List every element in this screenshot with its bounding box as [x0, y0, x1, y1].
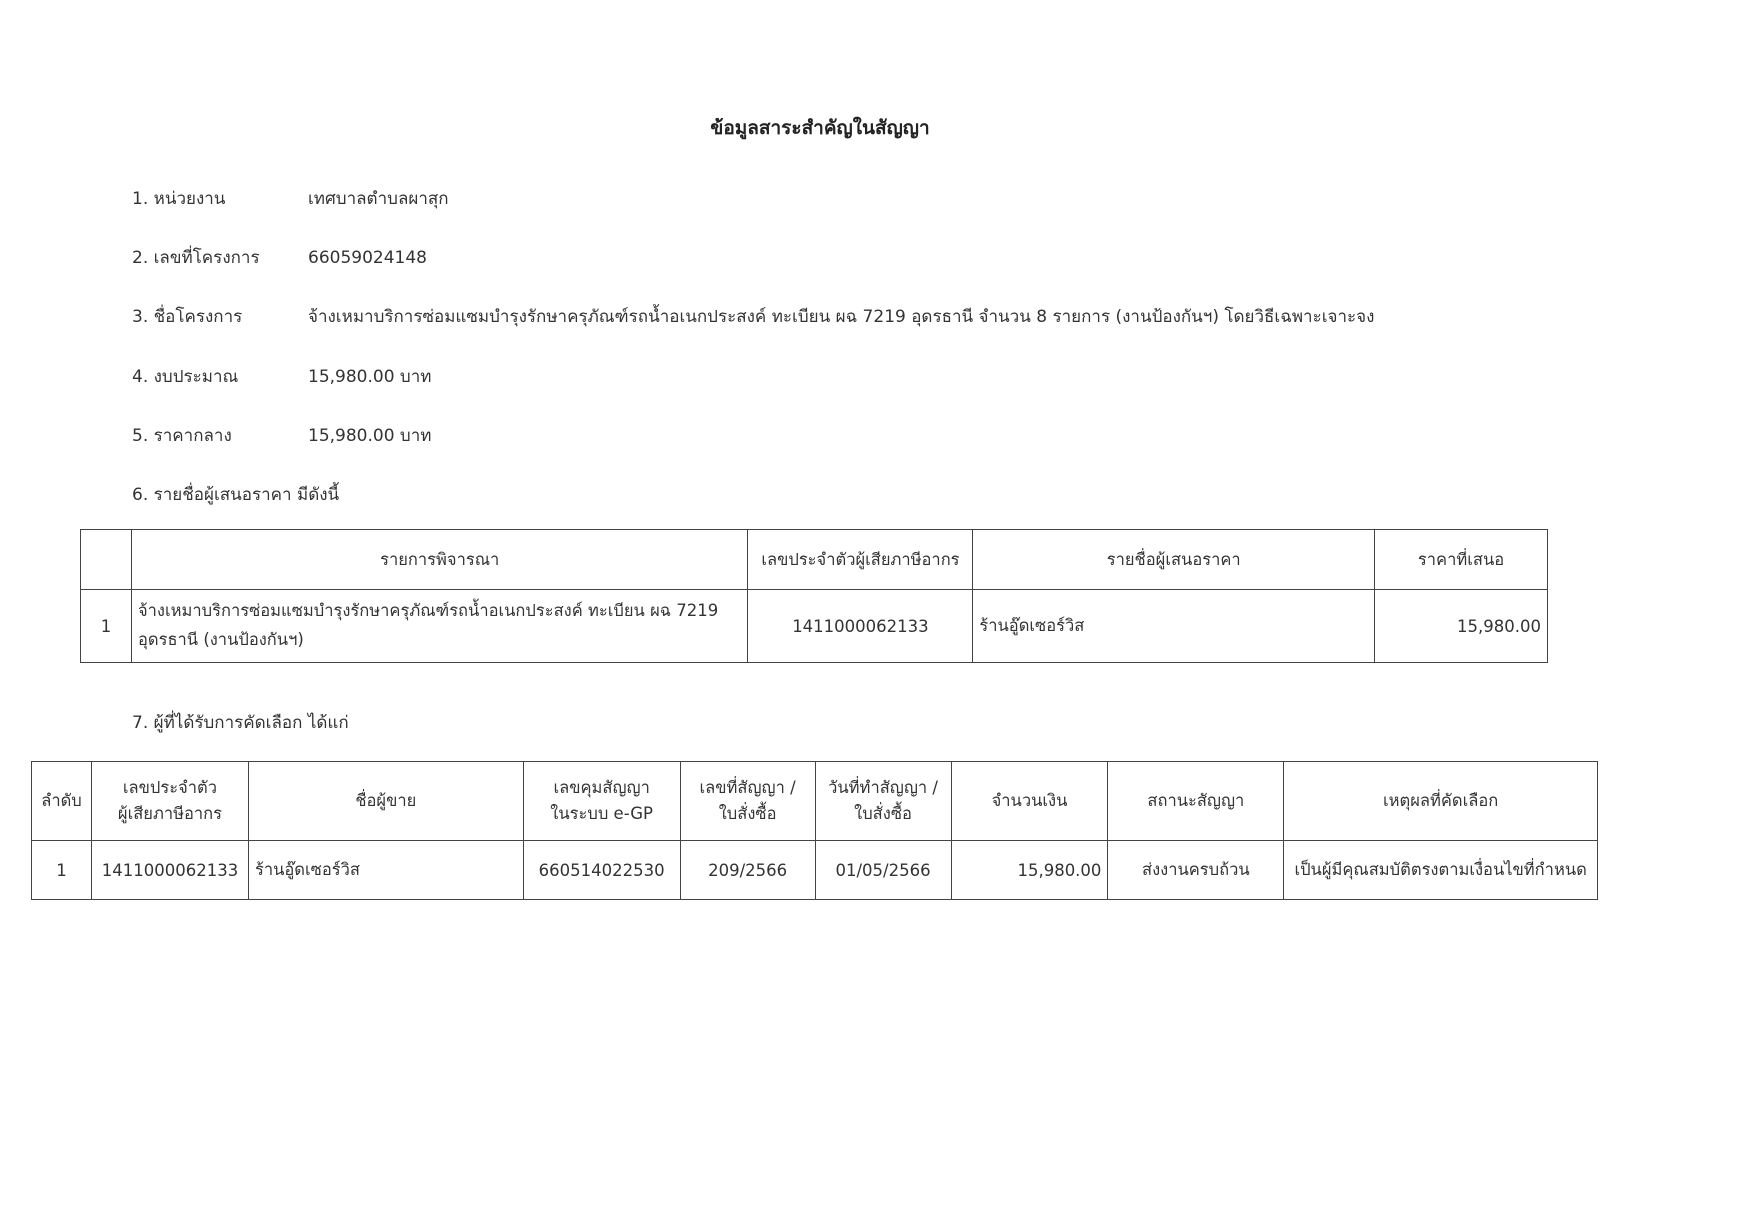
selected-vendor-table [31, 761, 1598, 900]
info-value: เทศบาลตำบลผาสุก [308, 189, 449, 209]
contract-status: ส่งงานครบถ้วน [1108, 841, 1284, 900]
header-line: ใบสั่งซื้อ [854, 804, 912, 823]
header-line: เลขประจำตัว [122, 777, 218, 797]
section-selected-heading: 7. ผู้ที่ได้รับการคัดเลือก ได้แก่ [132, 713, 349, 733]
item-line: อุดรธานี (งานป้องกันฯ) [137, 630, 304, 649]
header-line: ลำดับ [41, 790, 82, 810]
header-line: เลขคุมสัญญา [553, 777, 650, 797]
tax-id: 1411000062133 [748, 590, 973, 663]
table-row [32, 841, 1598, 900]
table-row [81, 590, 1548, 663]
header-line: จำนวนเงิน [991, 790, 1068, 810]
info-label: 4. งบประมาณ [132, 367, 239, 387]
header-cell: ราคาที่เสนอ [1375, 530, 1548, 590]
contract-number: 209/2566 [680, 841, 815, 900]
offered-price: 15,980.00 [1375, 590, 1548, 663]
header-cell [523, 762, 680, 841]
header-cell: รายการพิจารณา [131, 530, 748, 590]
header-cell: รายชื่อผู้เสนอราคา [973, 530, 1375, 590]
info-budget [132, 363, 431, 390]
header-line: ชื่อผู้ขาย [355, 790, 417, 810]
header-line: ใบสั่งซื้อ [718, 804, 777, 823]
info-project-number [132, 244, 427, 271]
document-title: ข้อมูลสาระสำคัญในสัญญา [710, 117, 930, 139]
tax-id: 1411000062133 [91, 841, 248, 900]
header-line: สถานะสัญญา [1147, 790, 1245, 810]
seller-name: ร้านอู๊ดเซอร์วิส [248, 841, 523, 900]
header-cell [248, 762, 523, 841]
header-cell [91, 762, 248, 841]
contract-date: 01/05/2566 [815, 841, 951, 900]
header-line: วันที่ทำสัญญา / [828, 777, 938, 797]
selection-reason: เป็นผู้มีคุณสมบัติตรงตามเงื่อนไขที่กำหนด [1284, 841, 1598, 900]
header-cell: เลขประจำตัวผู้เสียภาษีอากร [748, 530, 973, 590]
bidders-table [80, 529, 1548, 663]
table-header-row [32, 762, 1598, 841]
info-agency [132, 185, 449, 212]
info-value: 15,980.00 บาท [308, 367, 432, 387]
info-label: 2. เลขที่โครงการ [132, 248, 260, 268]
header-line: ในระบบ e-GP [550, 804, 653, 823]
header-cell [680, 762, 815, 841]
row-number: 1 [81, 590, 132, 663]
section-bidders-heading: 6. รายชื่อผู้เสนอราคา มีดังนี้ [132, 485, 340, 505]
info-value: จ้างเหมาบริการซ่อมแซมบำรุงรักษาครุภัณฑ์รถน้ำอเนกประสงค์ ทะเบียน ผฉ 7219 อุดรธานี จำนวน 8 รายการ (งานป้องกันฯ) โดยวิธีเฉพาะเจาะจง [308, 307, 1375, 327]
info-value: 15,980.00 บาท [308, 426, 432, 446]
info-median-price [132, 422, 431, 449]
info-label: 3. ชื่อโครงการ [132, 307, 243, 327]
bidder-name: ร้านอู๊ดเซอร์วิส [973, 590, 1375, 663]
header-cell [951, 762, 1108, 841]
info-value: 66059024148 [308, 248, 427, 268]
info-label: 1. หน่วยงาน [132, 189, 226, 209]
table-header-row [81, 530, 1548, 590]
info-label: 5. ราคากลาง [132, 426, 232, 446]
header-line: เหตุผลที่คัดเลือก [1382, 790, 1499, 810]
row-number: 1 [32, 841, 92, 900]
item-line: จ้างเหมาบริการซ่อมแซมบำรุงรักษาครุภัณฑ์รถน้ำอเนกประสงค์ ทะเบียน ผฉ 7219 [137, 601, 719, 621]
header-cell [81, 530, 132, 590]
amount: 15,980.00 [951, 841, 1108, 900]
egp-control-number: 660514022530 [523, 841, 680, 900]
header-cell [1108, 762, 1284, 841]
info-project-name [132, 303, 1374, 330]
item-description [131, 590, 748, 663]
header-cell [32, 762, 92, 841]
header-line: ผู้เสียภาษีอากร [117, 804, 223, 823]
header-cell [1284, 762, 1598, 841]
header-cell [815, 762, 951, 841]
header-line: เลขที่สัญญา / [699, 777, 796, 797]
